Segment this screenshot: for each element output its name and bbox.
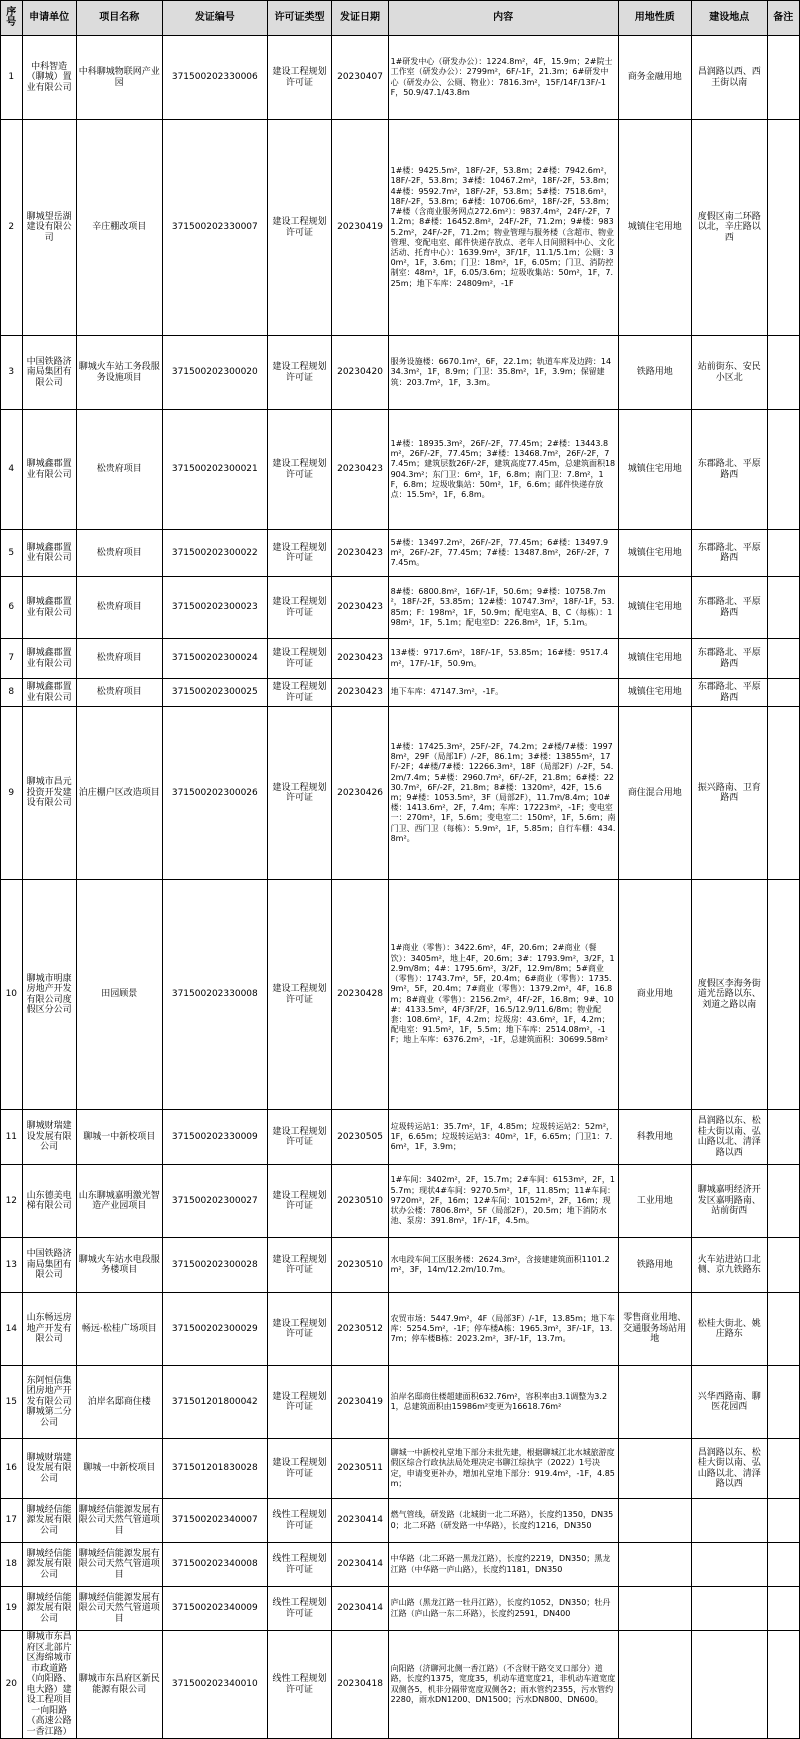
row-date: 20230414 (332, 1587, 388, 1631)
row-remark (767, 639, 799, 679)
row-content: 1#楼：17425.3m²，25F/-2F，74.2m；2#楼/7#楼：19978m²，29F（局部1F）/-2F，86.1m；3#楼：13855m²，17F/-2F；4#楼/7#楼：12266.3m²，18F（局部2F）/-2F，54.2m/7.4m；5#楼：2960.7m²，6F/-2F，21.8m；6#楼：2230.7m²，6F/-2F，21.8m；8#楼：1320m²，42F，15.6m；9#楼：1053.5m²，3F（局部2F），11.7m/8.4m；10#楼：1413.6m²，2F，7.4m；车库：17223m²，-1F；变电室一：270m²，1F，5.6m；变电室二：150m²，1F，5.6m；南门卫、西门卫（每栋）：5.9m²，1F，5.85m；自行车棚：434.8m²。 (388, 707, 618, 880)
row-applicant: 聊城财瑞建设发展有限公司 (22, 1439, 76, 1499)
header-land: 用地性质 (618, 1, 691, 36)
row-remark (767, 336, 799, 410)
row-remark (767, 1238, 799, 1293)
row-remark (767, 1439, 799, 1499)
row-land: 城镇住宅用地 (618, 577, 691, 639)
row-date: 20230423 (332, 530, 388, 577)
header-location: 建设地点 (691, 1, 767, 36)
row-project: 聊城一中新校项目 (76, 1439, 162, 1499)
row-location: 东郡路北、平原路西 (691, 577, 767, 639)
row-cert: 371501201830028 (162, 1439, 267, 1499)
header-project: 项目名称 (76, 1, 162, 36)
row-content: 服务设施楼：6670.1m²，6F，22.1m；轨道车库及边跨：1434.3m²，1F，8.9m；门卫：35.8m²，1F，3.9m；保留建筑：203.7m²，1F，3.3m。 (388, 336, 618, 410)
row-content: 向阳路（济聊河北侧一香江路）（不含财干路交叉口部分）道路，长度约1375，宽度35，机动车道宽度21，非机动车道宽度双侧各5，机非分隔带宽度双侧各2；雨水管约2355，污水管约2280，雨水DN1200、DN1500；污水DN800、DN600。 (388, 1631, 618, 1739)
row-content: 1#研发中心（研发办公）：1224.8m²，4F，15.9m；2#院士工作室（研发办公）：2799m²，6F/-1F，21.3m；6#研发中心（研发办公、公厕、物业）：7816.3m²，15F/14F/13F/-1F，50.9/47.1/43.8m (388, 36, 618, 120)
row-date: 20230423 (332, 410, 388, 530)
row-land: 城镇住宅用地 (618, 120, 691, 336)
row-date: 20230512 (332, 1293, 388, 1366)
row-project: 山东聊城嘉明激光智造产业园项目 (76, 1165, 162, 1238)
row-location: 站前街东、安民小区北 (691, 336, 767, 410)
row-project: 聊城经信能源发展有限公司天然气管道项目 (76, 1543, 162, 1587)
row-type: 建设工程规划许可证 (267, 880, 332, 1110)
row-applicant: 聊城鑫郡置业有限公司 (22, 410, 76, 530)
row-location: 东郡路北、平原路西 (691, 639, 767, 679)
table-row (1, 639, 800, 679)
row-land: 商业用地 (618, 880, 691, 1110)
table-row (1, 1439, 800, 1499)
row-project: 聊城经信能源发展有限公司天然气管道项目 (76, 1499, 162, 1543)
row-remark (767, 1631, 799, 1739)
header-no: 序号 (1, 1, 23, 36)
row-project: 松贵府项目 (76, 639, 162, 679)
row-type: 建设工程规划许可证 (267, 1293, 332, 1366)
row-applicant: 聊城鑫郡置业有限公司 (22, 679, 76, 707)
row-content: 1#楼：18935.3m²，26F/-2F，77.45m；2#楼：13443.8m²，26F/-2F，77.45m；3#楼：13468.7m²，26F/-2F，77.45m；建筑层数26F/-2F，建筑高度77.45m，总建筑面积18904.3m²；东门卫：6m²，1F，6.8m；南门卫：7.8m²，1F，6.8m；垃圾收集站：50m²，1F，6.6m；邮件快递存放点：15.5m²，1F，6.8m。 (388, 410, 618, 530)
row-cert: 371500202340008 (162, 1543, 267, 1587)
row-location: 松桂大街北、姚庄路东 (691, 1293, 767, 1366)
row-land: 铁路用地 (618, 336, 691, 410)
row-location: 昌润路以东、松桂大街以南、弘山路以北、清泽路以西 (691, 1439, 767, 1499)
table-row (1, 1293, 800, 1366)
row-content: 泊岸名邸商住楼超建面积632.76m²，容积率由3.1调整为3.21，总建筑面积由15986m²变更为16618.76m² (388, 1366, 618, 1439)
row-content: 水电段车间工区服务楼：2624.3m²，含接建建筑面积1101.2m²，3F，14m/12.2m/10.7m。 (388, 1238, 618, 1293)
row-land (618, 1499, 691, 1543)
row-type: 建设工程规划许可证 (267, 120, 332, 336)
row-no: 5 (1, 530, 23, 577)
row-location (691, 1543, 767, 1587)
row-remark (767, 1110, 799, 1165)
table-row (1, 36, 800, 120)
table-row (1, 1110, 800, 1165)
row-project: 畅远·松桂广场项目 (76, 1293, 162, 1366)
table-row (1, 1165, 800, 1238)
row-applicant: 山东德美电梯有限公司 (22, 1165, 76, 1238)
row-project: 聊城经信能源发展有限公司天然气管道项目 (76, 1587, 162, 1631)
row-cert: 371500202300023 (162, 577, 267, 639)
row-type: 建设工程规划许可证 (267, 1165, 332, 1238)
row-remark (767, 1293, 799, 1366)
row-date: 20230426 (332, 707, 388, 880)
table-row (1, 120, 800, 336)
table-row (1, 1587, 800, 1631)
row-applicant: 中国铁路济南局集团有限公司 (22, 1238, 76, 1293)
row-no: 1 (1, 36, 23, 120)
row-date: 20230419 (332, 1366, 388, 1439)
row-applicant: 聊城望岳湖建设有限公司 (22, 120, 76, 336)
row-land: 铁路用地 (618, 1238, 691, 1293)
row-land: 城镇住宅用地 (618, 530, 691, 577)
row-applicant: 聊城市昌元投资开发建设有限公司 (22, 707, 76, 880)
row-location: 兴华西路南、聊医花园西 (691, 1366, 767, 1439)
row-date: 20230414 (332, 1543, 388, 1587)
row-applicant: 聊城市明康房地产开发有限公司度假区分公司 (22, 880, 76, 1110)
row-date: 20230510 (332, 1238, 388, 1293)
row-cert: 371500202300022 (162, 530, 267, 577)
table-row (1, 880, 800, 1110)
row-type: 建设工程规划许可证 (267, 577, 332, 639)
row-type: 建设工程规划许可证 (267, 639, 332, 679)
row-no: 19 (1, 1587, 23, 1631)
row-no: 8 (1, 679, 23, 707)
row-no: 12 (1, 1165, 23, 1238)
row-remark (767, 1587, 799, 1631)
row-content: 聊城一中新校礼堂地下部分未批先建，根据聊城江北水城旅游度假区综合行政执法局处理决定书聊江综执字（2022）1号决定，申请变更补办，增加礼堂地下部分：919.4m²，-1F，4.85m； (388, 1439, 618, 1499)
row-location (691, 1587, 767, 1631)
row-no: 11 (1, 1110, 23, 1165)
row-no: 4 (1, 410, 23, 530)
row-content: 垃圾转运站1：35.7m²，1F，4.85m；垃圾转运站2：52m²，1F，6.65m；垃圾转运站3：40m²，1F，6.65m；门卫1：7.6m²，1F，3.9m； (388, 1110, 618, 1165)
row-cert: 371500202300024 (162, 639, 267, 679)
row-cert: 371500202340007 (162, 1499, 267, 1543)
row-land: 零售商业用地、交通服务场站用地 (618, 1293, 691, 1366)
row-content: 1#楼：9425.5m²，18F/-2F，53.8m；2#楼：7942.6m²，18F/-2F，53.8m；3#楼：10467.2m²，18F/-2F，53.8m；4#楼：9592.7m²，18F/-2F，53.8m；5#楼：7518.6m²，18F/-2F，53.8m；6#楼：10706.6m²，18F/-2F，53.8m；7#楼（含商业服务网点272.6m²）：9837.4m²，24F/-2F，71.2m；8#楼：16452.8m²，24F/-2F，71.2m；9#楼：9835.2m²，24F/-2F，71.2m；物业管理与服务楼（含超市、物业管理、变配电室、邮件快递存放点、老年人日间照料中心、文化活动、托育中心）：1639.9m²，3F/1F，11.1/5.1m；公厕：30m²，1F，3.6m；门卫：18m²，1F，6.05m；门卫、消防控制室：48m²，1F，6.05/3.6m；垃圾收集站：50m²，1F，7.25m；地下车库：24809m²，-1F (388, 120, 618, 336)
row-land (618, 1366, 691, 1439)
row-project: 聊城一中新校项目 (76, 1110, 162, 1165)
table-row (1, 707, 800, 880)
row-remark (767, 1165, 799, 1238)
row-project: 田园顾景 (76, 880, 162, 1110)
row-remark (767, 410, 799, 530)
row-type: 建设工程规划许可证 (267, 707, 332, 880)
row-location (691, 1499, 767, 1543)
row-applicant: 聊城市东昌府区北部片区海绵城市市政道路（向阳路、电大路）建设工程项目一向阳路（高速公路一香江路） (22, 1631, 76, 1739)
row-location: 昌润路以东、松桂大街以南、弘山路以北、清泽路以西 (691, 1110, 767, 1165)
row-type: 建设工程规划许可证 (267, 336, 332, 410)
row-land: 城镇住宅用地 (618, 410, 691, 530)
row-land: 商务金融用地 (618, 36, 691, 120)
row-type: 建设工程规划许可证 (267, 36, 332, 120)
row-cert: 371500202330009 (162, 1110, 267, 1165)
row-cert: 371500202300025 (162, 679, 267, 707)
row-no: 15 (1, 1366, 23, 1439)
row-no: 6 (1, 577, 23, 639)
row-type: 建设工程规划许可证 (267, 1110, 332, 1165)
row-date: 20230423 (332, 679, 388, 707)
row-no: 2 (1, 120, 23, 336)
table-row (1, 336, 800, 410)
row-land: 城镇住宅用地 (618, 639, 691, 679)
table-row (1, 1238, 800, 1293)
header-content: 内容 (388, 1, 618, 36)
row-location: 东郡路北、平原路西 (691, 530, 767, 577)
row-type: 建设工程规划许可证 (267, 530, 332, 577)
row-date: 20230428 (332, 880, 388, 1110)
row-content: 13#楼：9717.6m²，18F/-1F，53.85m；16#楼：9517.4m²，17F/-1F，50.9m。 (388, 639, 618, 679)
row-date: 20230505 (332, 1110, 388, 1165)
row-no: 13 (1, 1238, 23, 1293)
row-type: 线性工程规划许可证 (267, 1543, 332, 1587)
row-content: 8#楼：6800.8m²，16F/-1F，50.6m；9#楼：10758.7m²，18F/-2F，53.85m；12#楼：10747.3m²，18F/-1F，53.85m；F：198m²，1F，50.9m；配电室A、B、C（每栋）：198m²，1F，5.1m；配电室D：226.8m²，1F，5.1m。 (388, 577, 618, 639)
row-project: 辛庄棚改项目 (76, 120, 162, 336)
row-content: 中华路（北二环路一黑龙江路），长度约2219，DN350；黑龙江路（中华路一庐山路），长度约1181，DN350 (388, 1543, 618, 1587)
row-applicant: 山东畅远房地产开发有限公司 (22, 1293, 76, 1366)
row-no: 20 (1, 1631, 23, 1739)
row-applicant: 中国铁路济南局集团有限公司 (22, 336, 76, 410)
header-cert: 发证编号 (162, 1, 267, 36)
row-project: 聊城市东昌府区新民能源有限公司 (76, 1631, 162, 1739)
row-land: 城镇住宅用地 (618, 679, 691, 707)
row-land (618, 1587, 691, 1631)
row-location (691, 1631, 767, 1739)
table-row (1, 530, 800, 577)
row-date: 20230419 (332, 120, 388, 336)
row-cert: 371500202330008 (162, 880, 267, 1110)
row-land: 商住混合用地 (618, 707, 691, 880)
row-cert: 371500202300021 (162, 410, 267, 530)
header-date: 发证日期 (332, 1, 388, 36)
row-remark (767, 1366, 799, 1439)
table-row (1, 410, 800, 530)
row-date: 20230420 (332, 336, 388, 410)
row-project: 松贵府项目 (76, 530, 162, 577)
header-type: 许可证类型 (267, 1, 332, 36)
row-location: 昌润路以西、西王街以南 (691, 36, 767, 120)
row-no: 7 (1, 639, 23, 679)
row-cert: 371500202340009 (162, 1587, 267, 1631)
row-no: 9 (1, 707, 23, 880)
row-location: 度假区李海务街道光岳路以东、刘道之路以南 (691, 880, 767, 1110)
row-cert: 371500202300026 (162, 707, 267, 880)
row-applicant: 聊城经信能源发展有限公司 (22, 1499, 76, 1543)
row-remark (767, 707, 799, 880)
row-content: 1#商业（零售）：3422.6m²，4F，20.6m；2#商业（餐饮）：3405m²，地上4F，20.6m；3#：1793.9m²，3/2F，12.9m/8m；4#：1795.6m²，3/2F，12.9m/8m；5#商业（零售）：1743.7m²，5F，20.4m；6#商业（零售）：1735.9m²，5F，20.4m；7#商业（零售）：1379.2m²，4F，16.8m；8#商业（零售）：2156.2m²，4F/-2F，16.8m；9#、10#：4133.5m²，4F/3F/2F，16.5/12.9/11.6/8m；物业配套：108.6m²，1F，4.2m；垃圾房：43.6m²，1F，4.2m；配电室：91.5m²，1F，5.5m；地下车库：2514.08m²，-1F；地上车库：6376.2m²，-1F，总建筑面积：30699.58m² (388, 880, 618, 1110)
row-location: 东郡路北、平原路西 (691, 679, 767, 707)
row-type: 线性工程规划许可证 (267, 1499, 332, 1543)
row-no: 10 (1, 880, 23, 1110)
table-row (1, 679, 800, 707)
row-location: 东郡路北、平原路西 (691, 410, 767, 530)
row-applicant: 东阿恒信集团房地产开发有限公司聊城第二分公司 (22, 1366, 76, 1439)
row-content: 农贸市场：5447.9m²，4F（局部3F）/-1F，13.85m；地下车库：5254.5m²，-1F；停车楼A栋：1965.3m²，3F/-1F，13.7m；停车楼B栋：2023.2m²，3F/-1F，13.7m。 (388, 1293, 618, 1366)
row-no: 3 (1, 336, 23, 410)
row-remark (767, 120, 799, 336)
row-project: 松贵府项目 (76, 679, 162, 707)
row-cert: 371500202330007 (162, 120, 267, 336)
row-applicant: 中科智造（聊城）置业有限公司 (22, 36, 76, 120)
header-remark: 备注 (767, 1, 799, 36)
table-row (1, 1499, 800, 1543)
row-applicant: 聊城鑫郡置业有限公司 (22, 577, 76, 639)
row-land: 工业用地 (618, 1165, 691, 1238)
row-no: 18 (1, 1543, 23, 1587)
row-project: 聊城火车站工务段服务设施项目 (76, 336, 162, 410)
row-no: 17 (1, 1499, 23, 1543)
row-project: 泊岸名邸商住楼 (76, 1366, 162, 1439)
row-location: 聊城嘉明经济开发区嘉明路南、站前街西 (691, 1165, 767, 1238)
table-row (1, 577, 800, 639)
row-applicant: 聊城经信能源发展有限公司 (22, 1543, 76, 1587)
row-land: 科教用地 (618, 1110, 691, 1165)
header-row (1, 1, 800, 36)
row-remark (767, 1499, 799, 1543)
row-project: 聊城火车站水电段服务楼项目 (76, 1238, 162, 1293)
row-project: 中科聊城物联网产业园 (76, 36, 162, 120)
row-land (618, 1439, 691, 1499)
row-type: 建设工程规划许可证 (267, 679, 332, 707)
row-type: 线性工程规划许可证 (267, 1587, 332, 1631)
row-applicant: 聊城经信能源发展有限公司 (22, 1587, 76, 1631)
row-no: 16 (1, 1439, 23, 1499)
row-content: 5#楼：13497.2m²，26F/-2F，77.45m；6#楼：13497.9m²，26F/-2F，77.45m；7#楼：13487.8m²，26F/-2F，77.45m。 (388, 530, 618, 577)
row-remark (767, 880, 799, 1110)
row-type: 建设工程规划许可证 (267, 1439, 332, 1499)
row-remark (767, 1543, 799, 1587)
row-no: 14 (1, 1293, 23, 1366)
table-row (1, 1366, 800, 1439)
row-remark (767, 530, 799, 577)
row-type: 线性工程规划许可证 (267, 1631, 332, 1739)
row-location: 火车站进站口北侧、京九铁路东 (691, 1238, 767, 1293)
row-type: 建设工程规划许可证 (267, 410, 332, 530)
row-location: 振兴路南、卫育路西 (691, 707, 767, 880)
row-remark (767, 36, 799, 120)
row-project: 泊庄棚户区改造项目 (76, 707, 162, 880)
row-content: 燃气管线，研发路（北城街一北二环路），长度约1350，DN350；北二环路（研发路一中华路），长度约1216，DN350 (388, 1499, 618, 1543)
row-location: 度假区南二环路以北，辛庄路以西 (691, 120, 767, 336)
row-cert: 371500202300027 (162, 1165, 267, 1238)
row-date: 20230511 (332, 1439, 388, 1499)
row-date: 20230423 (332, 639, 388, 679)
row-content: 庐山路（黑龙江路一牡丹江路），长度约1052，DN350；牡丹江路（庐山路一东二环路），长度约2591，DN400 (388, 1587, 618, 1631)
row-cert: 371500202330006 (162, 36, 267, 120)
header-applicant: 申请单位 (22, 1, 76, 36)
row-type: 建设工程规划许可证 (267, 1238, 332, 1293)
row-project: 松贵府项目 (76, 577, 162, 639)
row-date: 20230418 (332, 1631, 388, 1739)
row-date: 20230423 (332, 577, 388, 639)
row-date: 20230510 (332, 1165, 388, 1238)
row-cert: 371500202300028 (162, 1238, 267, 1293)
row-type: 建设工程规划许可证 (267, 1366, 332, 1439)
table-row (1, 1631, 800, 1739)
row-cert: 371500202340010 (162, 1631, 267, 1739)
row-land (618, 1543, 691, 1587)
row-date: 20230414 (332, 1499, 388, 1543)
row-applicant: 聊城鑫郡置业有限公司 (22, 639, 76, 679)
table-row (1, 1543, 800, 1587)
row-cert: 371500202300020 (162, 336, 267, 410)
row-content: 1#车间：3402m²，2F，15.7m；2#车间：6153m²，2F，15.7m；现状4#车间：9270.5m²，1F，11.85m；11#车间：9720m²，2F，16m；12#车间：10152m²，2F，16m；现状办公楼：7806.8m²，5F（局部2F），20.5m；地下消防水池、泵房：391.8m²，1F/-1F，4.5m。 (388, 1165, 618, 1238)
row-cert: 371501201800042 (162, 1366, 267, 1439)
row-date: 20230407 (332, 36, 388, 120)
row-cert: 371500202300029 (162, 1293, 267, 1366)
row-remark (767, 577, 799, 639)
row-applicant: 聊城鑫郡置业有限公司 (22, 530, 76, 577)
row-content: 地下车库：47147.3m²，-1F。 (388, 679, 618, 707)
row-project: 松贵府项目 (76, 410, 162, 530)
row-remark (767, 679, 799, 707)
row-land (618, 1631, 691, 1739)
row-applicant: 聊城财瑞建设发展有限公司 (22, 1110, 76, 1165)
